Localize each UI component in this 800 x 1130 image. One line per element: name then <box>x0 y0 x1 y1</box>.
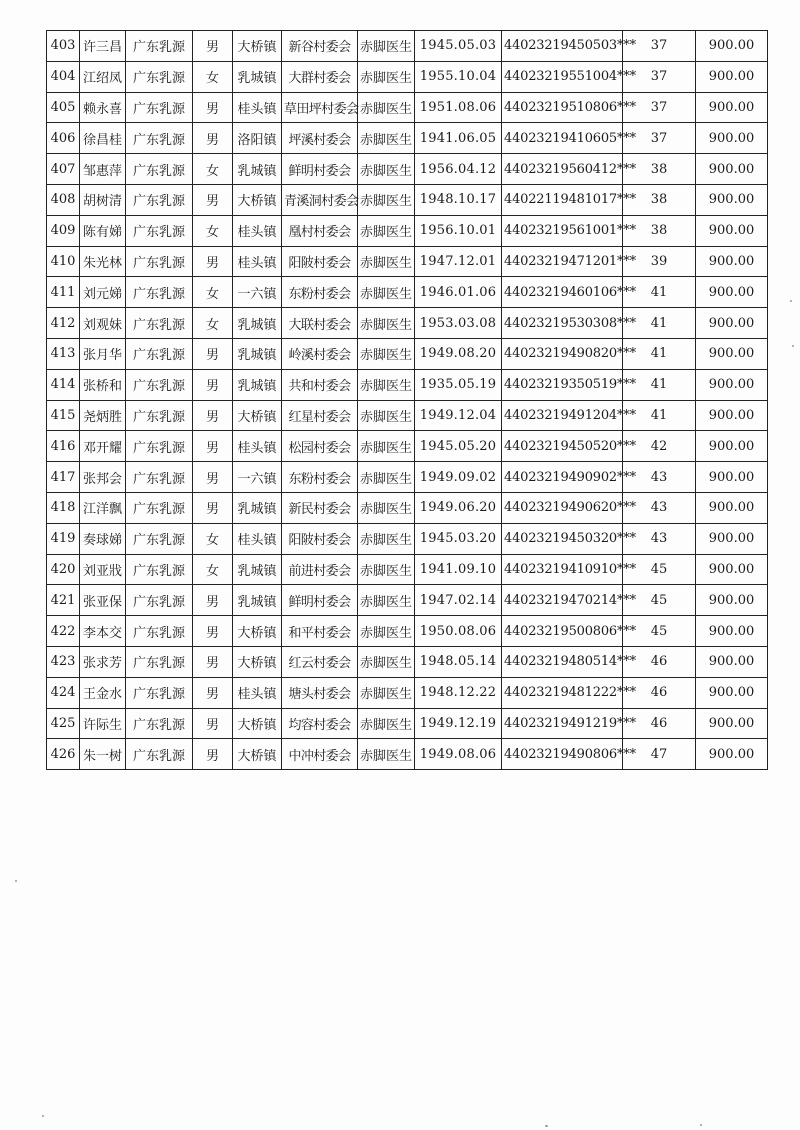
service-years-cell: 41 <box>623 277 696 308</box>
role-cell: 赤脚医生 <box>358 184 415 215</box>
region-cell: 广东乳源 <box>126 308 193 339</box>
role-cell: 赤脚医生 <box>358 400 415 431</box>
person-name-cell: 邹惠萍 <box>80 154 126 185</box>
row-number-cell: 419 <box>47 523 80 554</box>
village-committee-cell: 红云村委会 <box>282 646 358 677</box>
id-number-cell: 44023219410605*** <box>502 123 623 154</box>
roster-body <box>47 31 768 770</box>
person-name-cell: 奏球娣 <box>80 523 126 554</box>
id-number-cell: 44022119481017*** <box>502 184 623 215</box>
birth-date-cell: 1949.08.06 <box>415 739 502 770</box>
town-cell: 桂头镇 <box>233 92 282 123</box>
birth-date-cell: 1948.10.17 <box>415 184 502 215</box>
row-number-cell: 417 <box>47 462 80 493</box>
town-cell: 乳城镇 <box>233 554 282 585</box>
service-years-cell: 41 <box>623 369 696 400</box>
role-cell: 赤脚医生 <box>358 554 415 585</box>
town-cell: 桂头镇 <box>233 523 282 554</box>
region-cell: 广东乳源 <box>126 677 193 708</box>
id-number-cell: 44023219491219*** <box>502 708 623 739</box>
subsidy-amount-cell: 900.00 <box>696 123 768 154</box>
village-committee-cell: 中冲村委会 <box>282 739 358 770</box>
birth-date-cell: 1955.10.04 <box>415 61 502 92</box>
id-number-cell: 44023219560412*** <box>502 154 623 185</box>
table-row <box>47 523 768 554</box>
table-row <box>47 31 768 62</box>
region-cell: 广东乳源 <box>126 338 193 369</box>
town-cell: 乳城镇 <box>233 585 282 616</box>
role-cell: 赤脚医生 <box>358 462 415 493</box>
person-name-cell: 徐昌桂 <box>80 123 126 154</box>
town-cell: 乳城镇 <box>233 492 282 523</box>
subsidy-amount-cell: 900.00 <box>696 523 768 554</box>
row-number-cell: 425 <box>47 708 80 739</box>
service-years-cell: 46 <box>623 677 696 708</box>
id-number-cell: 44023219490620*** <box>502 492 623 523</box>
town-cell: 大桥镇 <box>233 616 282 647</box>
person-name-cell: 江绍凤 <box>80 61 126 92</box>
region-cell: 广东乳源 <box>126 277 193 308</box>
row-number-cell: 410 <box>47 246 80 277</box>
sex-cell: 男 <box>193 338 233 369</box>
id-number-cell: 44023219500806*** <box>502 616 623 647</box>
roster-table <box>46 30 768 770</box>
village-committee-cell: 岭溪村委会 <box>282 338 358 369</box>
role-cell: 赤脚医生 <box>358 369 415 400</box>
service-years-cell: 42 <box>623 431 696 462</box>
sex-cell: 男 <box>193 92 233 123</box>
village-committee-cell: 凰村村委会 <box>282 215 358 246</box>
table-row <box>47 492 768 523</box>
region-cell: 广东乳源 <box>126 31 193 62</box>
subsidy-amount-cell: 900.00 <box>696 31 768 62</box>
person-name-cell: 张亚保 <box>80 585 126 616</box>
region-cell: 广东乳源 <box>126 739 193 770</box>
row-number-cell: 406 <box>47 123 80 154</box>
person-name-cell: 朱一树 <box>80 739 126 770</box>
service-years-cell: 43 <box>623 492 696 523</box>
table-row <box>47 61 768 92</box>
id-number-cell: 44023219471201*** <box>502 246 623 277</box>
role-cell: 赤脚医生 <box>358 215 415 246</box>
row-number-cell: 418 <box>47 492 80 523</box>
subsidy-amount-cell: 900.00 <box>696 338 768 369</box>
table-row <box>47 246 768 277</box>
village-committee-cell: 新民村委会 <box>282 492 358 523</box>
town-cell: 桂头镇 <box>233 677 282 708</box>
subsidy-amount-cell: 900.00 <box>696 308 768 339</box>
service-years-cell: 43 <box>623 462 696 493</box>
town-cell: 桂头镇 <box>233 246 282 277</box>
village-committee-cell: 红星村委会 <box>282 400 358 431</box>
id-number-cell: 44023219551004*** <box>502 61 623 92</box>
sex-cell: 女 <box>193 554 233 585</box>
person-name-cell: 张求芳 <box>80 646 126 677</box>
region-cell: 广东乳源 <box>126 431 193 462</box>
village-committee-cell: 新谷村委会 <box>282 31 358 62</box>
row-number-cell: 422 <box>47 616 80 647</box>
role-cell: 赤脚医生 <box>358 61 415 92</box>
row-number-cell: 408 <box>47 184 80 215</box>
row-number-cell: 403 <box>47 31 80 62</box>
subsidy-amount-cell: 900.00 <box>696 369 768 400</box>
role-cell: 赤脚医生 <box>358 31 415 62</box>
table-row <box>47 154 768 185</box>
table-row <box>47 369 768 400</box>
scan-speck <box>42 1115 44 1117</box>
row-number-cell: 421 <box>47 585 80 616</box>
region-cell: 广东乳源 <box>126 61 193 92</box>
town-cell: 大桥镇 <box>233 400 282 431</box>
sex-cell: 男 <box>193 677 233 708</box>
person-name-cell: 张月华 <box>80 338 126 369</box>
region-cell: 广东乳源 <box>126 554 193 585</box>
role-cell: 赤脚医生 <box>358 246 415 277</box>
id-number-cell: 44023219450520*** <box>502 431 623 462</box>
scan-speck <box>792 345 794 347</box>
birth-date-cell: 1947.02.14 <box>415 585 502 616</box>
service-years-cell: 38 <box>623 184 696 215</box>
person-name-cell: 王金水 <box>80 677 126 708</box>
service-years-cell: 47 <box>623 739 696 770</box>
table-row <box>47 554 768 585</box>
service-years-cell: 41 <box>623 400 696 431</box>
village-committee-cell: 东粉村委会 <box>282 462 358 493</box>
table-row <box>47 338 768 369</box>
town-cell: 洛阳镇 <box>233 123 282 154</box>
village-committee-cell: 青溪洞村委会 <box>282 184 358 215</box>
table-row <box>47 308 768 339</box>
person-name-cell: 许三昌 <box>80 31 126 62</box>
region-cell: 广东乳源 <box>126 369 193 400</box>
id-number-cell: 44023219561001*** <box>502 215 623 246</box>
table-row <box>47 462 768 493</box>
service-years-cell: 45 <box>623 616 696 647</box>
scan-speck <box>15 880 17 882</box>
sex-cell: 男 <box>193 369 233 400</box>
service-years-cell: 41 <box>623 338 696 369</box>
birth-date-cell: 1948.12.22 <box>415 677 502 708</box>
scan-speck <box>545 1125 548 1127</box>
id-number-cell: 44023219481222*** <box>502 677 623 708</box>
person-name-cell: 陈有娣 <box>80 215 126 246</box>
region-cell: 广东乳源 <box>126 523 193 554</box>
subsidy-amount-cell: 900.00 <box>696 554 768 585</box>
service-years-cell: 46 <box>623 708 696 739</box>
subsidy-amount-cell: 900.00 <box>696 154 768 185</box>
sex-cell: 女 <box>193 61 233 92</box>
role-cell: 赤脚医生 <box>358 277 415 308</box>
birth-date-cell: 1948.05.14 <box>415 646 502 677</box>
town-cell: 一六镇 <box>233 462 282 493</box>
table-row <box>47 215 768 246</box>
village-committee-cell: 坪溪村委会 <box>282 123 358 154</box>
subsidy-amount-cell: 900.00 <box>696 277 768 308</box>
row-number-cell: 412 <box>47 308 80 339</box>
table-row <box>47 585 768 616</box>
birth-date-cell: 1949.12.04 <box>415 400 502 431</box>
service-years-cell: 37 <box>623 31 696 62</box>
region-cell: 广东乳源 <box>126 492 193 523</box>
sex-cell: 男 <box>193 123 233 154</box>
id-number-cell: 44023219470214*** <box>502 585 623 616</box>
sex-cell: 男 <box>193 184 233 215</box>
service-years-cell: 37 <box>623 123 696 154</box>
person-name-cell: 胡树清 <box>80 184 126 215</box>
service-years-cell: 46 <box>623 646 696 677</box>
table-row <box>47 646 768 677</box>
town-cell: 乳城镇 <box>233 338 282 369</box>
id-number-cell: 44023219450503*** <box>502 31 623 62</box>
role-cell: 赤脚医生 <box>358 492 415 523</box>
service-years-cell: 45 <box>623 585 696 616</box>
town-cell: 乳城镇 <box>233 308 282 339</box>
sex-cell: 男 <box>193 646 233 677</box>
birth-date-cell: 1947.12.01 <box>415 246 502 277</box>
subsidy-amount-cell: 900.00 <box>696 215 768 246</box>
role-cell: 赤脚医生 <box>358 523 415 554</box>
region-cell: 广东乳源 <box>126 246 193 277</box>
sex-cell: 女 <box>193 215 233 246</box>
birth-date-cell: 1950.08.06 <box>415 616 502 647</box>
village-committee-cell: 大群村委会 <box>282 61 358 92</box>
table-row <box>47 616 768 647</box>
person-name-cell: 刘元娣 <box>80 277 126 308</box>
subsidy-amount-cell: 900.00 <box>696 246 768 277</box>
birth-date-cell: 1946.01.06 <box>415 277 502 308</box>
id-number-cell: 44023219510806*** <box>502 92 623 123</box>
region-cell: 广东乳源 <box>126 92 193 123</box>
table-row <box>47 400 768 431</box>
village-committee-cell: 和平村委会 <box>282 616 358 647</box>
table-row <box>47 184 768 215</box>
id-number-cell: 44023219490820*** <box>502 338 623 369</box>
sex-cell: 男 <box>193 462 233 493</box>
subsidy-amount-cell: 900.00 <box>696 92 768 123</box>
sex-cell: 男 <box>193 246 233 277</box>
role-cell: 赤脚医生 <box>358 123 415 154</box>
village-committee-cell: 塘头村委会 <box>282 677 358 708</box>
birth-date-cell: 1956.04.12 <box>415 154 502 185</box>
village-committee-cell: 东粉村委会 <box>282 277 358 308</box>
village-committee-cell: 阳陂村委会 <box>282 523 358 554</box>
region-cell: 广东乳源 <box>126 215 193 246</box>
village-committee-cell: 草田坪村委会 <box>282 92 358 123</box>
region-cell: 广东乳源 <box>126 708 193 739</box>
role-cell: 赤脚医生 <box>358 308 415 339</box>
service-years-cell: 45 <box>623 554 696 585</box>
town-cell: 大桥镇 <box>233 646 282 677</box>
person-name-cell: 李本交 <box>80 616 126 647</box>
village-committee-cell: 前进村委会 <box>282 554 358 585</box>
birth-date-cell: 1935.05.19 <box>415 369 502 400</box>
village-committee-cell: 大联村委会 <box>282 308 358 339</box>
sex-cell: 女 <box>193 154 233 185</box>
id-number-cell: 44023219491204*** <box>502 400 623 431</box>
town-cell: 大桥镇 <box>233 31 282 62</box>
table-row <box>47 677 768 708</box>
scan-speck <box>790 300 792 302</box>
town-cell: 乳城镇 <box>233 369 282 400</box>
birth-date-cell: 1945.05.03 <box>415 31 502 62</box>
birth-date-cell: 1949.06.20 <box>415 492 502 523</box>
sex-cell: 男 <box>193 431 233 462</box>
table-row <box>47 431 768 462</box>
town-cell: 一六镇 <box>233 277 282 308</box>
sex-cell: 男 <box>193 708 233 739</box>
town-cell: 大桥镇 <box>233 184 282 215</box>
row-number-cell: 424 <box>47 677 80 708</box>
row-number-cell: 413 <box>47 338 80 369</box>
service-years-cell: 43 <box>623 523 696 554</box>
birth-date-cell: 1949.12.19 <box>415 708 502 739</box>
region-cell: 广东乳源 <box>126 400 193 431</box>
scan-speck <box>700 1124 702 1126</box>
table-row <box>47 92 768 123</box>
table-row <box>47 277 768 308</box>
region-cell: 广东乳源 <box>126 585 193 616</box>
subsidy-amount-cell: 900.00 <box>696 646 768 677</box>
row-number-cell: 414 <box>47 369 80 400</box>
town-cell: 乳城镇 <box>233 154 282 185</box>
person-name-cell: 朱光林 <box>80 246 126 277</box>
role-cell: 赤脚医生 <box>358 154 415 185</box>
table-row <box>47 123 768 154</box>
role-cell: 赤脚医生 <box>358 646 415 677</box>
row-number-cell: 405 <box>47 92 80 123</box>
birth-date-cell: 1956.10.01 <box>415 215 502 246</box>
row-number-cell: 423 <box>47 646 80 677</box>
id-number-cell: 44023219490806*** <box>502 739 623 770</box>
birth-date-cell: 1945.05.20 <box>415 431 502 462</box>
id-number-cell: 44023219410910*** <box>502 554 623 585</box>
role-cell: 赤脚医生 <box>358 739 415 770</box>
table-row <box>47 708 768 739</box>
village-committee-cell: 阳陂村委会 <box>282 246 358 277</box>
sex-cell: 女 <box>193 277 233 308</box>
person-name-cell: 张桥和 <box>80 369 126 400</box>
sex-cell: 男 <box>193 585 233 616</box>
role-cell: 赤脚医生 <box>358 677 415 708</box>
birth-date-cell: 1941.06.05 <box>415 123 502 154</box>
subsidy-amount-cell: 900.00 <box>696 492 768 523</box>
subsidy-amount-cell: 900.00 <box>696 184 768 215</box>
sex-cell: 男 <box>193 31 233 62</box>
village-committee-cell: 鲜明村委会 <box>282 154 358 185</box>
person-name-cell: 张邦会 <box>80 462 126 493</box>
subsidy-amount-cell: 900.00 <box>696 431 768 462</box>
service-years-cell: 38 <box>623 154 696 185</box>
person-name-cell: 赖永喜 <box>80 92 126 123</box>
service-years-cell: 39 <box>623 246 696 277</box>
role-cell: 赤脚医生 <box>358 338 415 369</box>
subsidy-amount-cell: 900.00 <box>696 739 768 770</box>
row-number-cell: 409 <box>47 215 80 246</box>
id-number-cell: 44023219490902*** <box>502 462 623 493</box>
row-number-cell: 411 <box>47 277 80 308</box>
person-name-cell: 尧炳胜 <box>80 400 126 431</box>
town-cell: 大桥镇 <box>233 708 282 739</box>
region-cell: 广东乳源 <box>126 646 193 677</box>
town-cell: 桂头镇 <box>233 431 282 462</box>
person-name-cell: 邓开耀 <box>80 431 126 462</box>
sex-cell: 男 <box>193 492 233 523</box>
role-cell: 赤脚医生 <box>358 431 415 462</box>
subsidy-amount-cell: 900.00 <box>696 677 768 708</box>
person-name-cell: 刘亚戕 <box>80 554 126 585</box>
sex-cell: 男 <box>193 616 233 647</box>
row-number-cell: 404 <box>47 61 80 92</box>
subsidy-amount-cell: 900.00 <box>696 708 768 739</box>
birth-date-cell: 1949.09.02 <box>415 462 502 493</box>
sex-cell: 女 <box>193 523 233 554</box>
service-years-cell: 38 <box>623 215 696 246</box>
birth-date-cell: 1949.08.20 <box>415 338 502 369</box>
sex-cell: 男 <box>193 739 233 770</box>
id-number-cell: 44023219350519*** <box>502 369 623 400</box>
sex-cell: 女 <box>193 308 233 339</box>
birth-date-cell: 1951.08.06 <box>415 92 502 123</box>
service-years-cell: 41 <box>623 308 696 339</box>
village-committee-cell: 均容村委会 <box>282 708 358 739</box>
role-cell: 赤脚医生 <box>358 585 415 616</box>
person-name-cell: 许际生 <box>80 708 126 739</box>
birth-date-cell: 1945.03.20 <box>415 523 502 554</box>
village-committee-cell: 共和村委会 <box>282 369 358 400</box>
subsidy-amount-cell: 900.00 <box>696 61 768 92</box>
row-number-cell: 407 <box>47 154 80 185</box>
role-cell: 赤脚医生 <box>358 616 415 647</box>
person-name-cell: 江洋飘 <box>80 492 126 523</box>
subsidy-amount-cell: 900.00 <box>696 616 768 647</box>
region-cell: 广东乳源 <box>126 616 193 647</box>
row-number-cell: 420 <box>47 554 80 585</box>
row-number-cell: 416 <box>47 431 80 462</box>
village-committee-cell: 鲜明村委会 <box>282 585 358 616</box>
region-cell: 广东乳源 <box>126 184 193 215</box>
town-cell: 桂头镇 <box>233 215 282 246</box>
role-cell: 赤脚医生 <box>358 92 415 123</box>
role-cell: 赤脚医生 <box>358 708 415 739</box>
village-committee-cell: 松园村委会 <box>282 431 358 462</box>
birth-date-cell: 1941.09.10 <box>415 554 502 585</box>
subsidy-amount-cell: 900.00 <box>696 462 768 493</box>
id-number-cell: 44023219530308*** <box>502 308 623 339</box>
region-cell: 广东乳源 <box>126 462 193 493</box>
town-cell: 大桥镇 <box>233 739 282 770</box>
region-cell: 广东乳源 <box>126 154 193 185</box>
service-years-cell: 37 <box>623 92 696 123</box>
person-name-cell: 刘观妹 <box>80 308 126 339</box>
table-row <box>47 739 768 770</box>
id-number-cell: 44023219460106*** <box>502 277 623 308</box>
service-years-cell: 37 <box>623 61 696 92</box>
region-cell: 广东乳源 <box>126 123 193 154</box>
town-cell: 乳城镇 <box>233 61 282 92</box>
id-number-cell: 44023219480514*** <box>502 646 623 677</box>
sex-cell: 男 <box>193 400 233 431</box>
row-number-cell: 426 <box>47 739 80 770</box>
row-number-cell: 415 <box>47 400 80 431</box>
subsidy-amount-cell: 900.00 <box>696 400 768 431</box>
id-number-cell: 44023219450320*** <box>502 523 623 554</box>
subsidy-amount-cell: 900.00 <box>696 585 768 616</box>
birth-date-cell: 1953.03.08 <box>415 308 502 339</box>
